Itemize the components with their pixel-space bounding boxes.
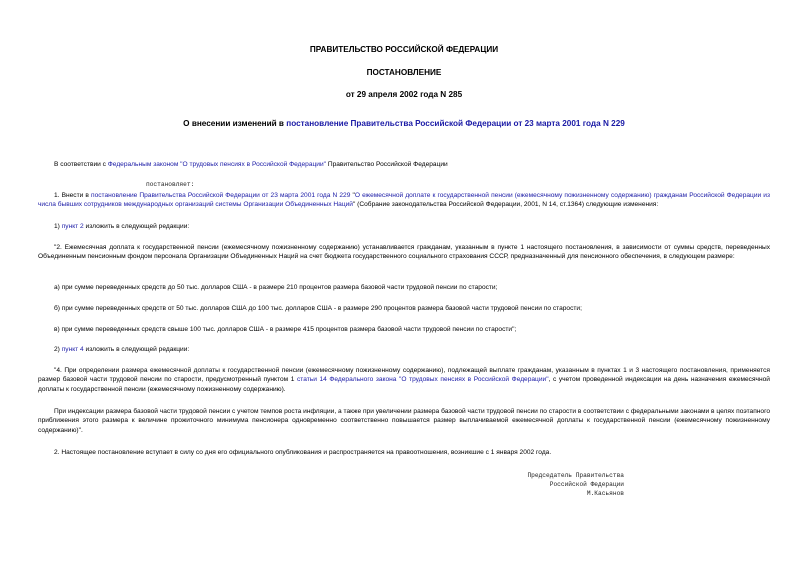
signature-block: [514, 472, 624, 499]
item-1: [38, 191, 770, 210]
item-1-text-1: 1. Внести в: [54, 192, 91, 199]
subitem-2-text-2: изложить в следующей редакции:: [83, 346, 190, 353]
point-4-link[interactable]: пункт 4: [61, 346, 84, 353]
paragraph-v: в) при сумме переведенных средств свыше 100 тыс. долларов США - в размере 415 процентов размера базовой части трудовой пенсии по старости";: [54, 326, 517, 333]
paragraph-indexation: При индексации размера базовой части трудовой пенсии с учетом темпов роста инфляции, а также при увеличении размера базовой части трудовой пенсии по старости в соответствии с федеральными законами в целях поэтапного приближения этого размера к величине прожиточного минимума пенсионера одновременно соответственно повышается размер выплачиваемой ежемесячной доплаты к государственной пенсии (ежемесячному пожизненному содержанию)".: [38, 408, 770, 434]
subitem-1-text-1: 1): [54, 223, 62, 230]
preamble-text-1: В соответствии с: [54, 161, 108, 168]
point-4-text-2: , с учетом проведенной индексации на день назначения ежемесячной доплаты к государственной пенсии (ежемесячному пожизненному содержанию).: [38, 376, 770, 393]
decree-word: постановляет:: [146, 181, 195, 188]
preamble: [38, 160, 770, 169]
subitem-2-text-1: 2): [54, 346, 62, 353]
item-1-text-2: ": [350, 192, 355, 199]
paragraph-a: а) при сумме переведенных средств до 50 тыс. долларов США - в размере 210 процентов размера базовой части трудовой пенсии по старости;: [54, 284, 498, 291]
issuer-heading: ПРАВИТЕЛЬСТВО РОССИЙСКОЙ ФЕДЕРАЦИИ: [309, 45, 499, 54]
point-2-link[interactable]: пункт 2: [61, 223, 84, 230]
paragraph-b: б) при сумме переведенных средств от 50 тыс. долларов США до 100 тыс. долларов США - в размере 290 процентов размера базовой части трудовой пенсии по старости;: [54, 305, 582, 312]
doctype-heading: ПОСТАНОВЛЕНИЕ: [366, 68, 442, 77]
item-2: 2. Настоящее постановление вступает в силу со дня его официального опубликования и распространяется на правоотношения, возникшие с 1 января 2002 года.: [54, 449, 552, 456]
subitem-1: [38, 222, 770, 231]
document-title: [38, 118, 770, 129]
signature-org: Российской Федерации: [549, 480, 624, 488]
article-14-link[interactable]: статьи 14 Федерального закона "О трудовых пенсиях в Российской Федерации": [296, 376, 549, 384]
title-link[interactable]: постановление Правительства Российской Федерации от 23 марта 2001 года N 229: [286, 119, 625, 128]
subitem-2: [38, 345, 770, 354]
paragraph-point-4: [38, 366, 770, 394]
paragraph-point-2: "2. Ежемесячная доплата к государственной пенсии (ежемесячному пожизненному содержанию) устанавливается гражданам, указанным в пункте 1 настоящего постановления, в зависимости от суммы средств, переведенных Объединенным пенсионным фондом персонала Организации Объединенных Наций на счет бюджета государственного социального страхования СССР, предназначенный для пенсионного обеспечения, в следующем размере:: [38, 244, 770, 261]
point-4-text-1: "4. При определении размера ежемесячной доплаты к государственной пенсии (ежемесячному пожизненному содержанию), подлежащей выплате гражданам, указанным в пунктах 1 и 3 настоящего постановления, применяется размер базовой части трудовой пенсии по старости, предусмотренный пунктом 1: [38, 367, 770, 384]
signature-position: Председатель Правительства: [527, 472, 624, 479]
signature-name: М.Касьянов: [586, 489, 624, 497]
date-number: от 29 апреля 2002 года N 285: [345, 90, 463, 99]
decree-title-link[interactable]: О ежемесячной доплате к государственной пенсии (ежемесячному пожизненному содержанию) гражданам Российской Федерации из числа бывших сотрудников международных организаций системы Организации Объединенных Наций: [38, 192, 770, 209]
decree-link[interactable]: постановление Правительства Российской Федерации от 23 марта 2001 года N 229: [91, 192, 351, 199]
law-link[interactable]: Федеральным законом "О трудовых пенсиях в Российской Федерации": [107, 161, 326, 168]
title-prefix: О внесении изменений в: [183, 119, 287, 128]
item-1-text-3: " (Собрание законодательства Российской Федерации, 2001, N 14, ст.1364) следующие изменения:: [353, 201, 659, 209]
subitem-1-text-2: изложить в следующей редакции:: [83, 223, 190, 230]
preamble-text-2: Правительство Российской Федерации: [326, 161, 448, 168]
